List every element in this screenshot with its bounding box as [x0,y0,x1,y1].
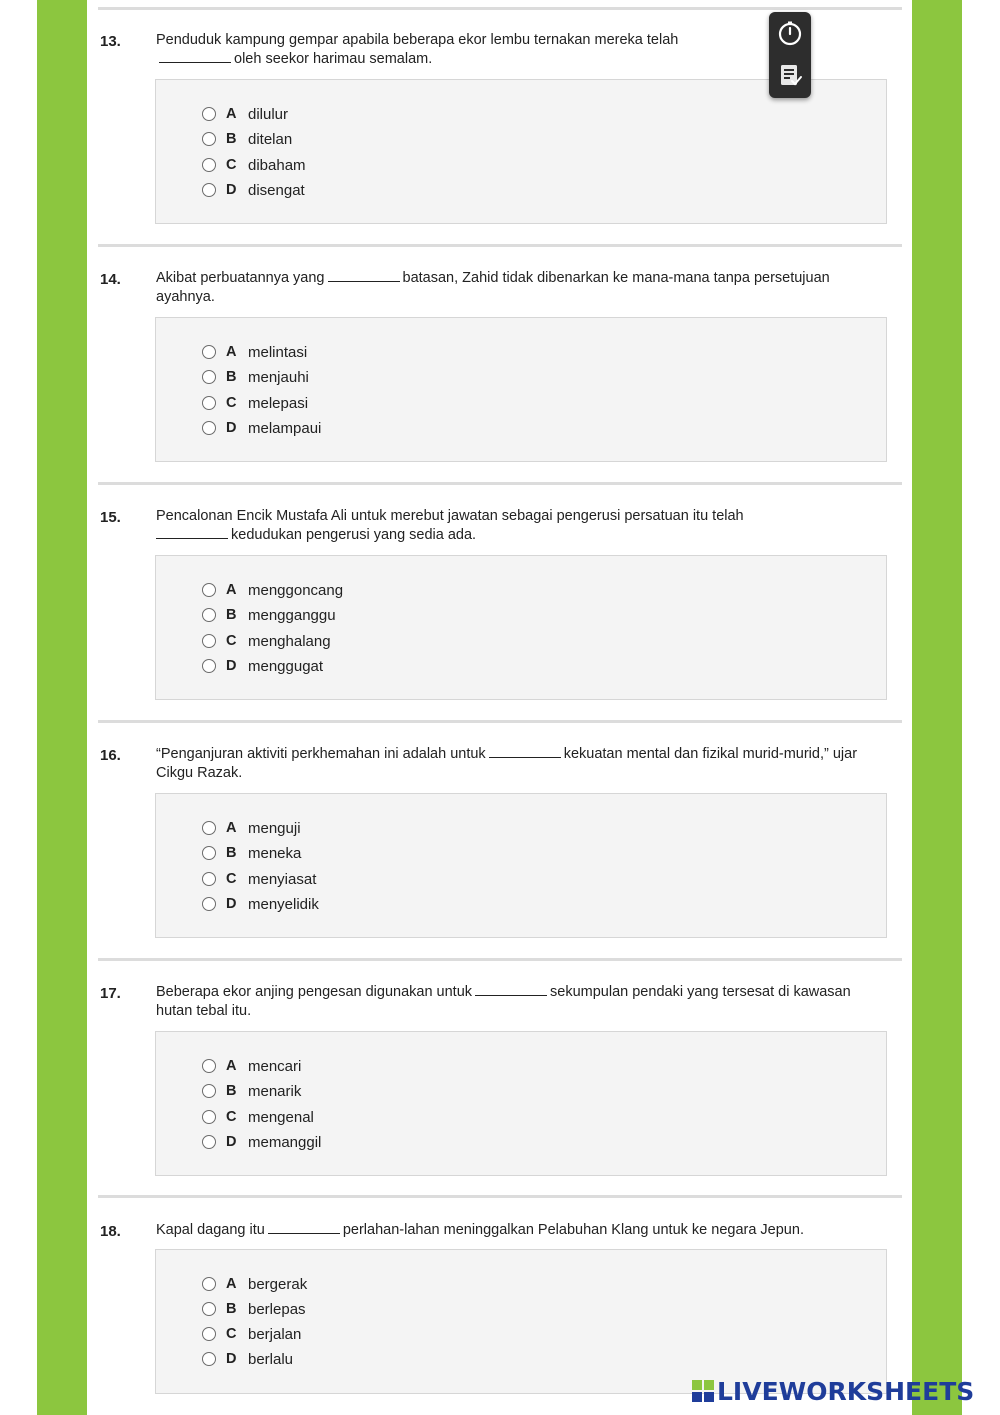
option-text: ditelan [248,130,293,148]
option-text: menjauhi [248,368,309,386]
question-14-number: 14. [100,271,121,288]
question-13-text [156,31,756,69]
option-text: menggugat [248,657,324,675]
option-text: melampaui [248,419,322,437]
option-letter: D [226,896,237,912]
radio-button[interactable] [202,107,216,121]
option-a[interactable] [202,579,343,601]
question-14-text [156,269,846,307]
radio-button[interactable] [202,1059,216,1073]
option-b[interactable] [202,1298,306,1320]
question-divider [98,7,902,10]
option-text: menyelidik [248,895,319,913]
option-letter: B [226,1083,237,1099]
option-text: berlalu [248,1350,294,1368]
option-text: disengat [248,181,305,199]
question-divider [98,720,902,723]
question-text-part: sekumpulan pendaki yang tersesat di kawasan hutan tebal itu. [156,984,851,1019]
option-letter: C [226,1326,237,1342]
question-16-options [155,793,887,938]
timer-icon[interactable] [777,20,803,46]
radio-button[interactable] [202,634,216,648]
question-text-part: Akibat perbuatannya yang [156,270,325,286]
radio-button[interactable] [202,345,216,359]
option-text: menyiasat [248,870,317,888]
radio-button[interactable] [202,421,216,435]
option-b[interactable] [202,604,336,626]
question-17-options [155,1031,887,1176]
option-letter: A [226,1058,237,1074]
option-letter: B [226,845,237,861]
option-text: meneka [248,844,302,862]
question-18-text [156,1221,896,1240]
option-text: melepasi [248,394,309,412]
radio-button[interactable] [202,1135,216,1149]
question-divider [98,482,902,485]
option-letter: C [226,1109,237,1125]
question-text-part: Kapal dagang itu [156,1222,265,1238]
option-letter: B [226,607,237,623]
radio-button[interactable] [202,659,216,673]
option-letter: D [226,1351,237,1367]
option-c[interactable] [202,630,331,652]
option-letter: D [226,182,237,198]
option-d[interactable] [202,893,319,915]
option-text: menguji [248,819,301,837]
answer-blank [328,281,400,282]
radio-button[interactable] [202,1352,216,1366]
radio-button[interactable] [202,872,216,886]
option-c[interactable] [202,154,306,176]
radio-button[interactable] [202,396,216,410]
option-d[interactable] [202,417,321,439]
liveworksheets-wordmark: LIVEWORKSHEETS [717,1376,975,1406]
option-c[interactable] [202,392,308,414]
option-letter: B [226,369,237,385]
question-text-part: perlahan-lahan meninggalkan Pelabuhan Klang untuk ke negara Jepun. [342,1222,804,1238]
option-text: mencari [248,1057,302,1075]
question-17-number: 17. [100,985,121,1002]
option-a[interactable] [202,1273,307,1295]
option-text: bergerak [248,1275,308,1293]
question-16-text [156,745,876,783]
option-d[interactable] [202,1131,321,1153]
option-a[interactable] [202,341,307,363]
radio-button[interactable] [202,1110,216,1124]
option-letter: C [226,157,237,173]
radio-button[interactable] [202,370,216,384]
option-b[interactable] [202,128,292,150]
radio-button[interactable] [202,158,216,172]
liveworksheets-logo [692,1374,974,1408]
option-letter: A [226,106,237,122]
option-a[interactable] [202,817,301,839]
left-green-border [37,0,87,1415]
option-letter: A [226,1276,237,1292]
option-letter: C [226,395,237,411]
question-16-number: 16. [100,747,121,764]
option-letter: D [226,420,237,436]
option-a[interactable] [202,103,288,125]
option-b[interactable] [202,842,301,864]
question-divider [98,244,902,247]
liveworksheets-logo-icon [692,1380,714,1402]
radio-button[interactable] [202,1277,216,1291]
option-letter: D [226,658,237,674]
answer-blank [475,995,547,996]
option-text: menarik [248,1082,302,1100]
radio-button[interactable] [202,132,216,146]
option-letter: D [226,1134,237,1150]
question-18-number: 18. [100,1223,121,1240]
radio-button[interactable] [202,846,216,860]
radio-button[interactable] [202,1084,216,1098]
question-text-part: kekuatan mental dan fizikal murid-murid,” ujar Cikgu Razak. [156,746,858,781]
option-text: mengganggu [248,606,336,624]
answer-blank [489,757,561,758]
question-divider [98,958,902,961]
option-letter: A [226,344,237,360]
radio-button[interactable] [202,1327,216,1341]
option-letter: C [226,633,237,649]
radio-button[interactable] [202,821,216,835]
question-13-options [155,79,887,224]
option-d[interactable] [202,179,305,201]
option-letter: B [226,131,237,147]
option-letter: A [226,582,237,598]
floating-toolbar [769,12,811,98]
option-text: menghalang [248,632,331,650]
answer-blank [159,62,231,63]
option-text: mengenal [248,1108,314,1126]
question-text-part: oleh seekor harimau semalam. [234,51,433,67]
radio-button[interactable] [202,183,216,197]
option-text: dibaham [248,156,306,174]
question-14-options [155,317,887,462]
right-green-border [912,0,962,1415]
question-text-part: Beberapa ekor anjing pengesan digunakan untuk [156,984,473,1000]
question-text-part: “Penganjuran aktiviti perkhemahan ini adalah untuk [156,746,486,762]
answer-blank [268,1233,340,1234]
radio-button[interactable] [202,608,216,622]
option-text: berlepas [248,1300,306,1318]
option-text: dilulur [248,105,289,123]
question-text-part: Penduduk kampung gempar apabila beberapa ekor lembu ternakan mereka telah [156,32,679,48]
option-text: melintasi [248,343,308,361]
question-text-part: Pencalonan Encik Mustafa Ali untuk merebut jawatan sebagai pengerusi persatuan itu telah [156,508,744,524]
option-c[interactable] [202,868,316,890]
option-c[interactable] [202,1323,301,1345]
option-text: memanggil [248,1133,322,1151]
option-letter: B [226,1301,237,1317]
question-15-text [156,507,856,545]
radio-button[interactable] [202,897,216,911]
option-a[interactable] [202,1055,301,1077]
answer-blank [156,538,228,539]
option-c[interactable] [202,1106,314,1128]
question-15-options [155,555,887,700]
option-text: berjalan [248,1325,302,1343]
option-b[interactable] [202,366,309,388]
option-b[interactable] [202,1080,301,1102]
option-d[interactable] [202,1348,293,1370]
option-letter: C [226,871,237,887]
question-text-part: kedudukan pengerusi yang sedia ada. [231,527,477,543]
radio-button[interactable] [202,583,216,597]
question-text-part: batasan, Zahid tidak dibenarkan ke mana-mana tanpa persetujuan ayahnya. [156,270,830,305]
question-13-number: 13. [100,33,121,50]
option-letter: A [226,820,237,836]
option-d[interactable] [202,655,323,677]
question-divider [98,1195,902,1198]
option-text: menggoncang [248,581,344,599]
question-18-options [155,1249,887,1394]
radio-button[interactable] [202,1302,216,1316]
checklist-icon[interactable] [777,62,803,88]
question-17-text [156,983,886,1021]
question-15-number: 15. [100,509,121,526]
